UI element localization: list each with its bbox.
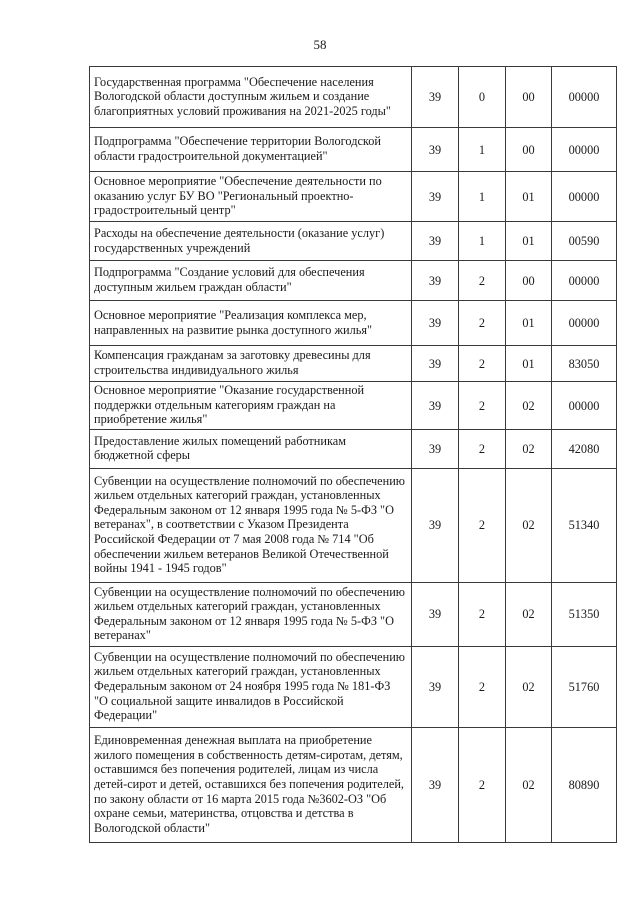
direction-code-cell: 00000 — [552, 128, 617, 172]
table-row — [90, 582, 617, 646]
event-code-cell: 02 — [506, 468, 552, 582]
row-name-cell: Предоставление жилых помещений работникам бюджетной сферы — [90, 429, 412, 468]
direction-code-cell: 00590 — [552, 222, 617, 261]
program-code-cell: 39 — [412, 727, 459, 842]
direction-code-cell: 00000 — [552, 261, 617, 301]
direction-code-cell: 00000 — [552, 172, 617, 222]
subprogram-code-cell: 0 — [459, 67, 506, 128]
table-row — [90, 261, 617, 301]
program-code-cell: 39 — [412, 172, 459, 222]
row-name-cell: Подпрограмма "Обеспечение территории Вологодской области градостроительной документацией" — [90, 128, 412, 172]
table-row — [90, 301, 617, 346]
program-code-cell: 39 — [412, 582, 459, 646]
row-name-cell: Субвенции на осуществление полномочий по обеспечению жильем отдельных категорий граждан, установленных Федеральным законом от 24 ноября 1995 года № 181-ФЗ "О социальной защите инвалидов в Российской Федерации" — [90, 646, 412, 727]
subprogram-code-cell: 2 — [459, 346, 506, 382]
table-row — [90, 382, 617, 430]
direction-code-cell: 42080 — [552, 429, 617, 468]
event-code-cell: 02 — [506, 727, 552, 842]
table-row — [90, 172, 617, 222]
table-row — [90, 222, 617, 261]
row-name-cell: Единовременная денежная выплата на приобретение жилого помещения в собственность детям-сиротам, детям, оставшимся без попечения родителей, лицам из числа детей-сирот и детей, оставшихся без попечения родителей, по закону области от 16 марта 2015 года №3602-ОЗ "Об охране семьи, материнства, отцовства и детства в Вологодской области" — [90, 727, 412, 842]
table-row — [90, 646, 617, 727]
table-row — [90, 128, 617, 172]
subprogram-code-cell: 2 — [459, 468, 506, 582]
subprogram-code-cell: 2 — [459, 301, 506, 346]
subprogram-code-cell: 2 — [459, 261, 506, 301]
direction-code-cell: 00000 — [552, 382, 617, 430]
event-code-cell: 01 — [506, 346, 552, 382]
row-name-cell: Государственная программа "Обеспечение населения Вологодской области доступным жильем и создание благоприятных условий проживания на 2021-2025 годы" — [90, 67, 412, 128]
subprogram-code-cell: 2 — [459, 646, 506, 727]
row-name-cell: Подпрограмма "Создание условий для обеспечения доступным жильем граждан области" — [90, 261, 412, 301]
subprogram-code-cell: 1 — [459, 222, 506, 261]
row-name-cell: Основное мероприятие "Оказание государственной поддержки отдельным категориям граждан на приобретение жилья" — [90, 382, 412, 430]
program-code-cell: 39 — [412, 468, 459, 582]
event-code-cell: 00 — [506, 67, 552, 128]
table-row — [90, 727, 617, 842]
direction-code-cell: 83050 — [552, 346, 617, 382]
direction-code-cell: 00000 — [552, 67, 617, 128]
budget-classification-table — [89, 66, 617, 843]
event-code-cell: 02 — [506, 429, 552, 468]
direction-code-cell: 80890 — [552, 727, 617, 842]
row-name-cell: Расходы на обеспечение деятельности (оказание услуг) государственных учреждений — [90, 222, 412, 261]
event-code-cell: 02 — [506, 646, 552, 727]
direction-code-cell: 51350 — [552, 582, 617, 646]
page-number: 58 — [313, 37, 327, 52]
program-code-cell: 39 — [412, 301, 459, 346]
direction-code-cell: 00000 — [552, 301, 617, 346]
row-name-cell: Субвенции на осуществление полномочий по обеспечению жильем отдельных категорий граждан, установленных Федеральным законом от 12 января 1995 года № 5-ФЗ "О ветеранах" — [90, 582, 412, 646]
event-code-cell: 01 — [506, 172, 552, 222]
subprogram-code-cell: 2 — [459, 382, 506, 430]
event-code-cell: 00 — [506, 261, 552, 301]
program-code-cell: 39 — [412, 382, 459, 430]
program-code-cell: 39 — [412, 222, 459, 261]
program-code-cell: 39 — [412, 261, 459, 301]
program-code-cell: 39 — [412, 67, 459, 128]
direction-code-cell: 51340 — [552, 468, 617, 582]
event-code-cell: 02 — [506, 582, 552, 646]
subprogram-code-cell: 1 — [459, 128, 506, 172]
subprogram-code-cell: 2 — [459, 429, 506, 468]
table-row — [90, 468, 617, 582]
table-row — [90, 67, 617, 128]
event-code-cell: 01 — [506, 222, 552, 261]
row-name-cell: Компенсация гражданам за заготовку древесины для строительства индивидуального жилья — [90, 346, 412, 382]
event-code-cell: 01 — [506, 301, 552, 346]
table-row — [90, 429, 617, 468]
subprogram-code-cell: 2 — [459, 727, 506, 842]
subprogram-code-cell: 2 — [459, 582, 506, 646]
table-row — [90, 346, 617, 382]
program-code-cell: 39 — [412, 646, 459, 727]
program-code-cell: 39 — [412, 128, 459, 172]
program-code-cell: 39 — [412, 346, 459, 382]
row-name-cell: Основное мероприятие "Реализация комплекса мер, направленных на развитие рынка доступного жилья" — [90, 301, 412, 346]
event-code-cell: 00 — [506, 128, 552, 172]
program-code-cell: 39 — [412, 429, 459, 468]
subprogram-code-cell: 1 — [459, 172, 506, 222]
direction-code-cell: 51760 — [552, 646, 617, 727]
row-name-cell: Субвенции на осуществление полномочий по обеспечению жильем отдельных категорий граждан, установленных Федеральным законом от 12 января 1995 года № 5-ФЗ "О ветеранах", в соответствии с Указом Президента Российской Федерации от 7 мая 2008 года № 714 "Об обеспечении жильем ветеранов Великой Отечественной войны 1941 - 1945 годов" — [90, 468, 412, 582]
row-name-cell: Основное мероприятие "Обеспечение деятельности по оказанию услуг БУ ВО "Региональный проектно-градостроительный центр" — [90, 172, 412, 222]
event-code-cell: 02 — [506, 382, 552, 430]
